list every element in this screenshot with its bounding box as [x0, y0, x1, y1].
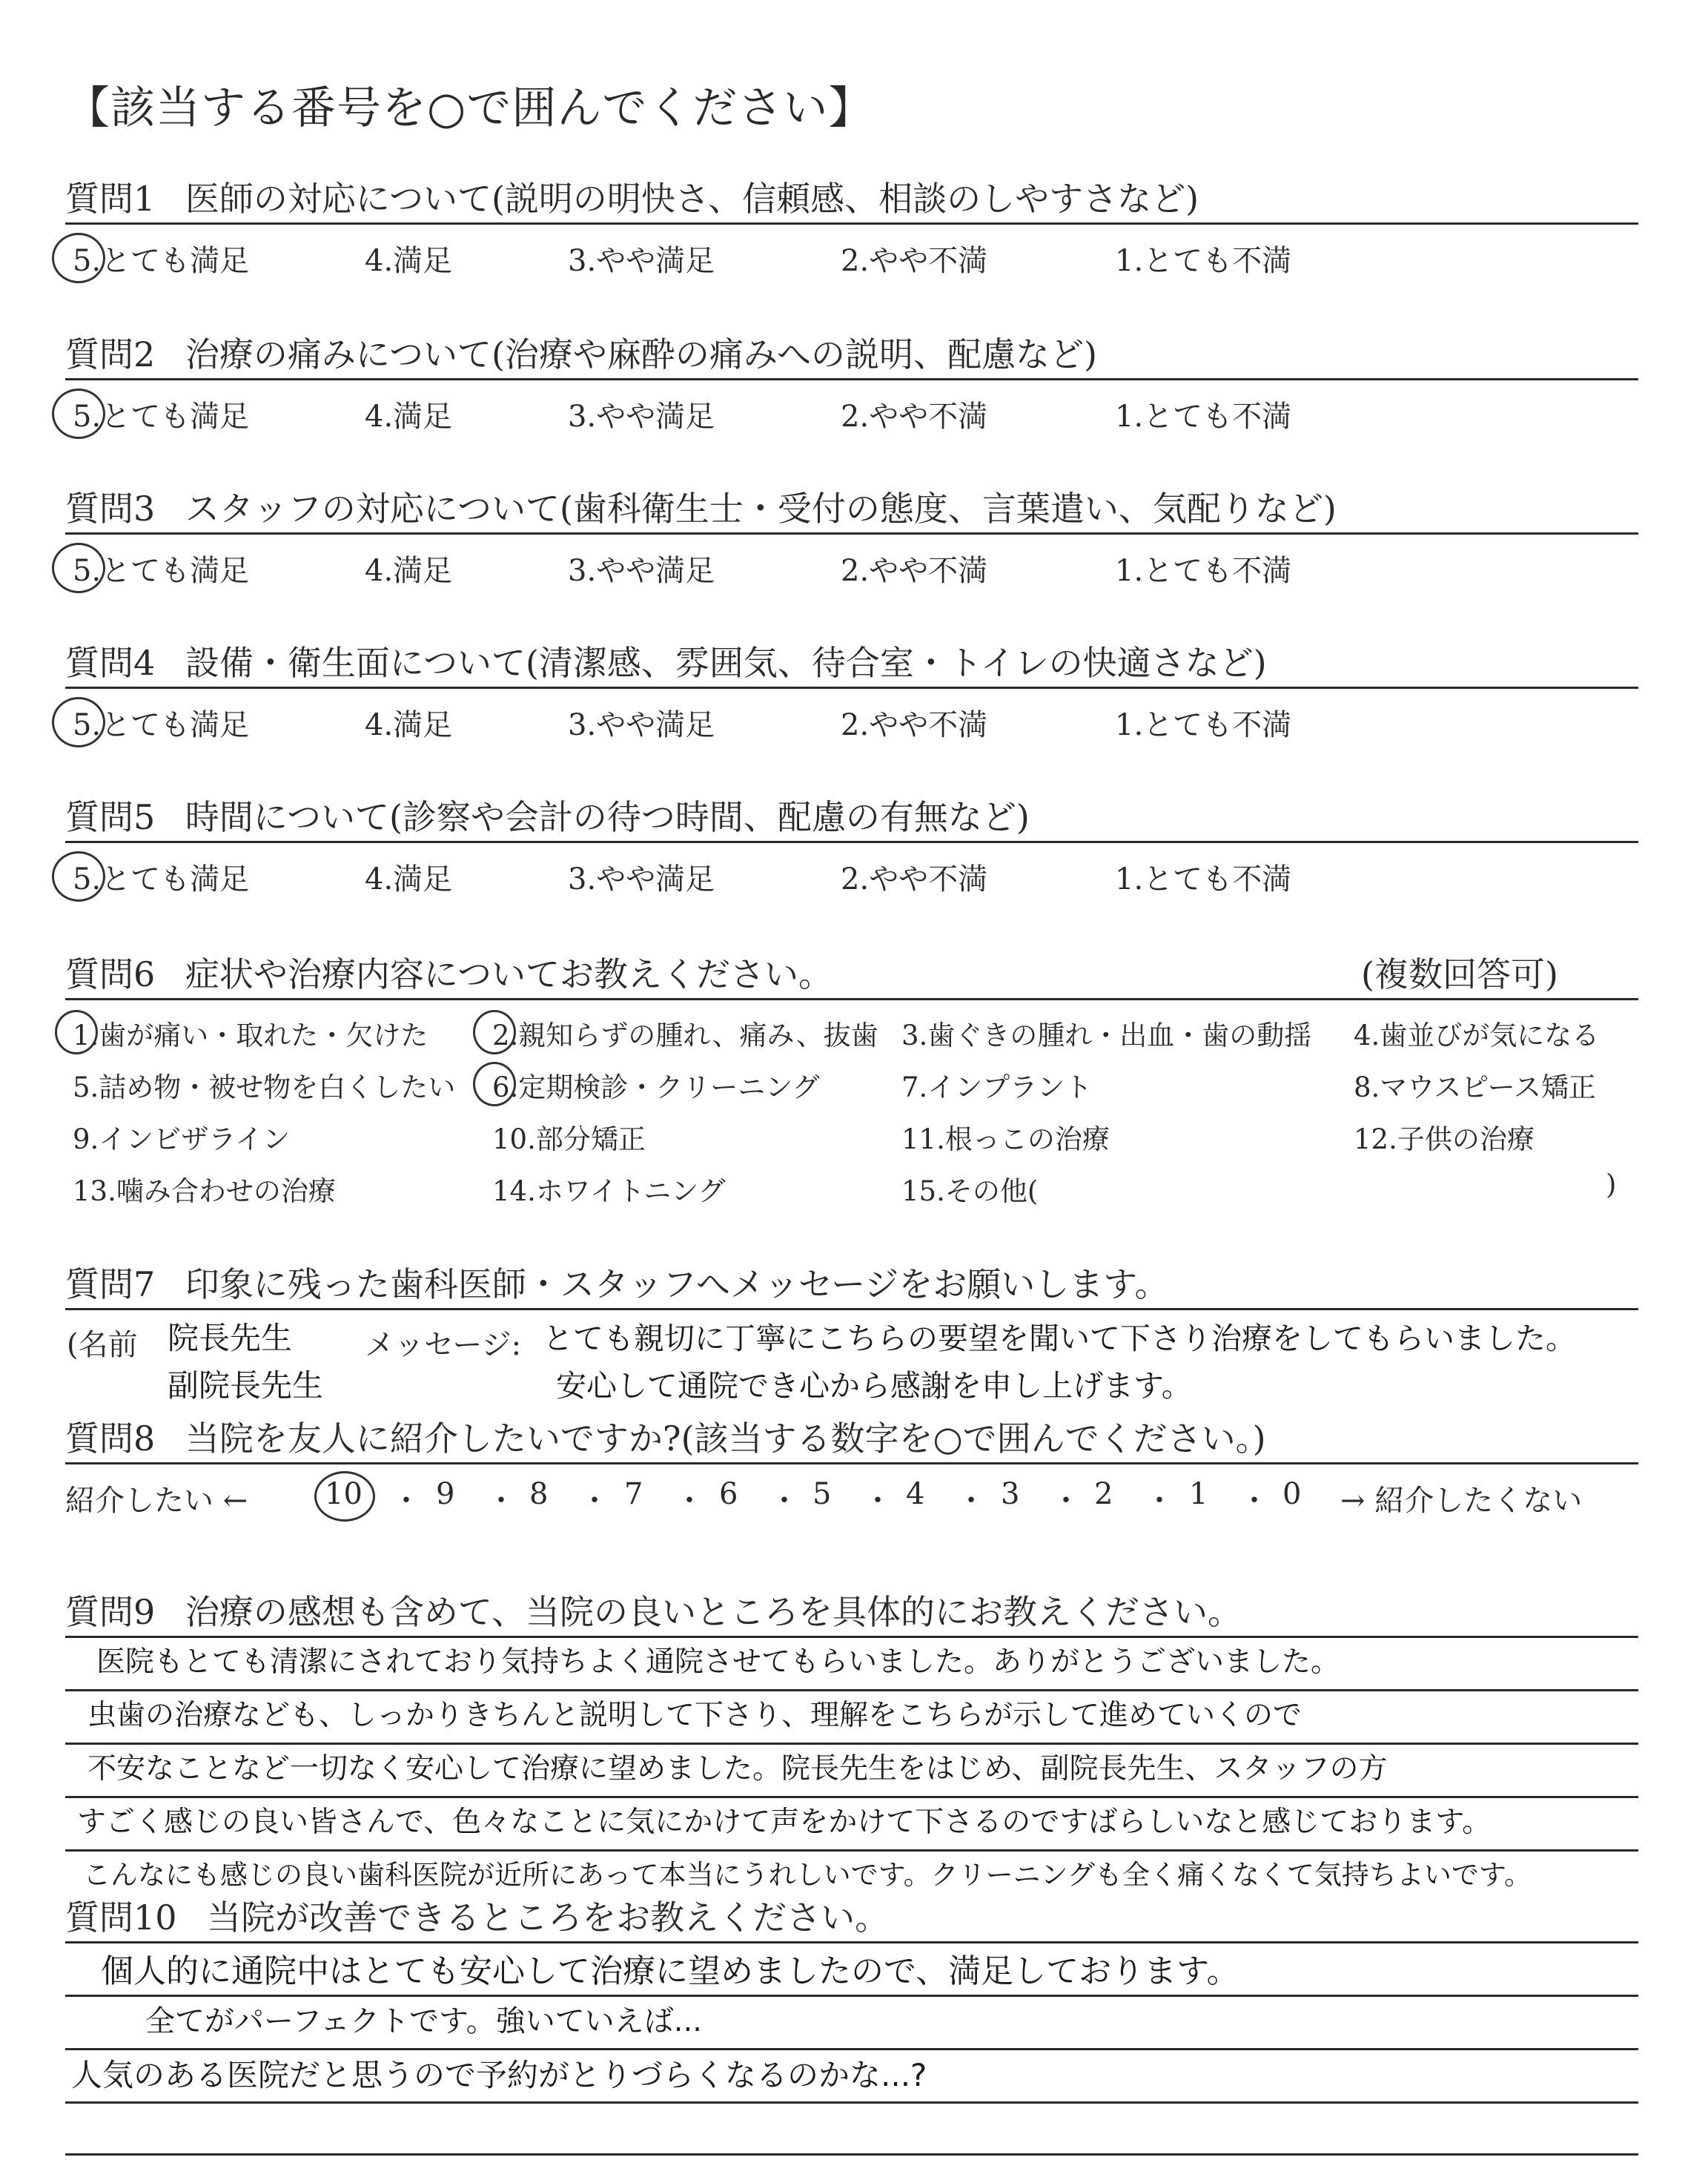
- q6-item-15-close: ): [1606, 1169, 1617, 1200]
- q8-scale-sep: ・: [863, 1484, 893, 1518]
- q5-option-4[interactable]: 4.満足: [365, 862, 453, 896]
- question-5: [65, 790, 1030, 839]
- q10-rule-3: [65, 2101, 1638, 2104]
- q2-option-5[interactable]: 5.とても満足: [73, 400, 250, 434]
- q8-scale-sep: ・: [769, 1484, 799, 1518]
- question-5-label: 質問5: [65, 797, 156, 837]
- q1-option-4[interactable]: 4.満足: [365, 244, 453, 278]
- question-6-text: 症状や治療内容についてお教えください。: [185, 954, 833, 994]
- q2-selection-circle: [52, 389, 105, 439]
- q10-rule-2: [65, 2048, 1638, 2050]
- q2-option-1[interactable]: 1.とても不満: [1115, 400, 1292, 434]
- q5-option-1[interactable]: 1.とても不満: [1115, 862, 1292, 896]
- question-1-rule: [65, 222, 1638, 225]
- question-2-text: 治療の痛みについて(治療や麻酔の痛みへの説明、配慮など): [185, 334, 1097, 374]
- q8-left-label: 紹介したい ←: [65, 1484, 248, 1518]
- q8-scale-3[interactable]: 3: [1001, 1477, 1020, 1511]
- q7-message-label: メッセージ:: [365, 1328, 522, 1362]
- q8-scale-sep: ・: [1239, 1484, 1269, 1518]
- q10-answer-line-3: 人気のある医院だと思うので予約がとりづらくなるのかな...?: [71, 2057, 927, 2093]
- q6-item-7[interactable]: 7.インプラント: [901, 1071, 1093, 1103]
- q6-item-3[interactable]: 3.歯ぐきの腫れ・出血・歯の動揺: [901, 1020, 1312, 1051]
- question-1-label: 質問1: [65, 179, 156, 219]
- q8-scale-6[interactable]: 6: [719, 1477, 738, 1511]
- q4-option-4[interactable]: 4.満足: [365, 708, 453, 742]
- q10-answer-line-2: 全てがパーフェクトです。強いていえば...: [145, 2004, 702, 2038]
- q6-item-13[interactable]: 13.噛み合わせの治療: [73, 1175, 336, 1207]
- q1-selection-circle: [52, 233, 105, 283]
- q9-answer-line-4: すごく感じの良い皆さんで、色々なことに気にかけて声をかけて下さるのですばらしいなと感じております。: [77, 1806, 1492, 1839]
- q8-selection-circle: [314, 1471, 375, 1522]
- q3-option-5[interactable]: 5.とても満足: [73, 554, 250, 588]
- q6-item-6[interactable]: 6.定期検診・クリーニング: [492, 1071, 820, 1103]
- q6-item-2[interactable]: 2.親知らずの腫れ、痛み、抜歯: [492, 1020, 878, 1051]
- q6-item-10[interactable]: 10.部分矯正: [492, 1123, 646, 1155]
- question-4: [65, 636, 1267, 685]
- q1-option-5[interactable]: 5.とても満足: [73, 244, 250, 278]
- question-6-rule: [65, 998, 1638, 1000]
- q6-selection-circle-6: [473, 1062, 516, 1106]
- q9-rule-3: [65, 1796, 1638, 1798]
- question-3-rule: [65, 532, 1638, 535]
- question-1: [65, 172, 1199, 221]
- question-10-text: 当院が改善できるところをお教えください。: [207, 1898, 890, 1938]
- q9-rule-2: [65, 1743, 1638, 1745]
- question-3: [65, 482, 1337, 531]
- q3-option-3[interactable]: 3.やや満足: [568, 554, 715, 588]
- question-10: [65, 1891, 889, 1940]
- q8-scale-9[interactable]: 9: [436, 1477, 455, 1511]
- q7-name-2: 副院長先生: [168, 1367, 324, 1404]
- q7-message-line-1: とても親切に丁寧にこちらの要望を聞いて下さり治療をしてもらいました。: [543, 1321, 1576, 1356]
- q1-option-2[interactable]: 2.やや不満: [841, 244, 988, 278]
- q8-scale-1[interactable]: 1: [1189, 1477, 1208, 1511]
- q3-option-4[interactable]: 4.満足: [365, 554, 453, 588]
- question-3-text: スタッフの対応について(歯科衛生士・受付の態度、言葉遣い、気配りなど): [185, 489, 1337, 529]
- q8-scale-4[interactable]: 4: [906, 1477, 925, 1511]
- question-8-label: 質問8: [65, 1418, 156, 1459]
- q1-option-1[interactable]: 1.とても不満: [1115, 244, 1292, 278]
- q4-option-2[interactable]: 2.やや不満: [841, 708, 988, 742]
- q6-item-1[interactable]: 1.歯が痛い・取れた・欠けた: [73, 1020, 428, 1051]
- q8-scale-sep: ・: [1051, 1484, 1081, 1518]
- q8-scale-5[interactable]: 5: [812, 1477, 832, 1511]
- q4-selection-circle: [52, 697, 105, 747]
- q7-message-line-2: 安心して通院でき心から感謝を申し上げます。: [556, 1368, 1192, 1404]
- page-title: 【該当する番号を○で囲んでください】: [65, 82, 874, 134]
- q5-option-2[interactable]: 2.やや不満: [841, 862, 988, 896]
- q3-option-1[interactable]: 1.とても不満: [1115, 554, 1292, 588]
- q8-scale-sep: ・: [956, 1484, 986, 1518]
- question-8: [65, 1412, 1266, 1461]
- question-2: [65, 328, 1097, 377]
- question-9-text: 治療の感想も含めて、当院の良いところを具体的にお教えください。: [185, 1592, 1242, 1632]
- q5-option-5[interactable]: 5.とても満足: [73, 862, 250, 896]
- q6-item-4[interactable]: 4.歯並びが気になる: [1354, 1020, 1600, 1051]
- q9-answer-line-5: こんなにも感じの良い歯科医院が近所にあって本当にうれしいです。クリーニングも全く痛くなくて気持ちよいです。: [83, 1859, 1532, 1891]
- q4-option-5[interactable]: 5.とても満足: [73, 708, 250, 742]
- question-7-text: 印象に残った歯科医師・スタッフへメッセージをお願いします。: [185, 1264, 1169, 1304]
- q9-answer-line-2: 虫歯の治療なども、しっかりきちんと説明して下さり、理解をこちらが示して進めていくので: [87, 1699, 1302, 1732]
- q6-item-14[interactable]: 14.ホワイトニング: [492, 1175, 726, 1207]
- question-2-rule: [65, 378, 1638, 380]
- q8-scale-8[interactable]: 8: [529, 1477, 549, 1511]
- q9-rule-1: [65, 1689, 1638, 1691]
- q1-option-3[interactable]: 3.やや満足: [568, 244, 715, 278]
- question-9-label: 質問9: [65, 1592, 156, 1632]
- q8-scale-sep: ・: [675, 1484, 704, 1518]
- q9-rule-4: [65, 1849, 1638, 1852]
- q8-right-label: → 紹介したくない: [1340, 1484, 1583, 1518]
- q4-option-3[interactable]: 3.やや満足: [568, 708, 715, 742]
- q8-scale-0[interactable]: 0: [1282, 1477, 1302, 1511]
- question-7-label: 質問7: [65, 1264, 156, 1304]
- question-6-label: 質問6: [65, 954, 156, 994]
- question-7: [65, 1258, 1169, 1307]
- q5-option-3[interactable]: 3.やや満足: [568, 862, 715, 896]
- question-5-text: 時間について(診察や会計の待つ時間、配慮の有無など): [185, 797, 1030, 837]
- q8-scale-2[interactable]: 2: [1094, 1477, 1113, 1511]
- q9-answer-line-1: 医院もとても清潔にされており気持ちよく通院させてもらいました。ありがとうございました。: [96, 1645, 1340, 1679]
- q10-rule-1: [65, 1995, 1638, 1997]
- q7-name-label: (名前: [67, 1328, 138, 1362]
- q10-rule-0: [65, 1941, 1638, 1943]
- q10-rule-4: [65, 2153, 1638, 2156]
- q6-item-8[interactable]: 8.マウスピース矯正: [1354, 1071, 1596, 1103]
- q8-scale-sep: ・: [1145, 1484, 1174, 1518]
- q8-scale-sep: ・: [486, 1484, 516, 1518]
- question-2-label: 質問2: [65, 334, 156, 374]
- q8-scale-sep: ・: [580, 1484, 609, 1518]
- question-1-text: 医師の対応について(説明の明快さ、信頼感、相談のしやすさなど): [185, 179, 1199, 219]
- q6-selection-circle-1: [55, 1010, 98, 1054]
- q2-option-3[interactable]: 3.やや満足: [568, 400, 715, 434]
- question-8-text: 当院を友人に紹介したいですか?(該当する数字を○で囲んでください。): [185, 1418, 1266, 1459]
- q7-name-1: 院長先生: [168, 1320, 293, 1356]
- q9-rule-0: [65, 1636, 1638, 1638]
- q8-scale-10[interactable]: 10: [325, 1477, 363, 1511]
- q8-scale-sep: ・: [391, 1484, 421, 1518]
- q6-item-5[interactable]: 5.詰め物・被せ物を白くしたい: [73, 1071, 456, 1103]
- question-4-label: 質問4: [65, 643, 156, 683]
- question-4-rule: [65, 687, 1638, 689]
- q3-selection-circle: [52, 543, 105, 593]
- question-6: [65, 948, 833, 997]
- q4-option-1[interactable]: 1.とても不満: [1115, 708, 1292, 742]
- question-6-note: (複数回答可): [1361, 954, 1558, 994]
- q2-option-4[interactable]: 4.満足: [365, 400, 453, 434]
- q6-item-15[interactable]: 15.その他(: [901, 1175, 1039, 1207]
- q10-answer-line-1: 個人的に通院中はとても安心して治療に望めましたので、満足しております。: [101, 1952, 1239, 1990]
- question-9: [65, 1585, 1242, 1634]
- q2-option-2[interactable]: 2.やや不満: [841, 400, 988, 434]
- question-5-rule: [65, 841, 1638, 843]
- q3-option-2[interactable]: 2.やや不満: [841, 554, 988, 588]
- q8-scale-7[interactable]: 7: [624, 1477, 643, 1511]
- question-4-text: 設備・衛生面について(清潔感、雰囲気、待合室・トイレの快適さなど): [185, 643, 1267, 683]
- q6-selection-circle-2: [473, 1010, 516, 1054]
- q6-item-11[interactable]: 11.根っこの治療: [901, 1123, 1110, 1155]
- question-3-label: 質問3: [65, 489, 156, 529]
- q6-item-9[interactable]: 9.インビザライン: [73, 1123, 291, 1155]
- q9-answer-line-3: 不安なことなど一切なく安心して治療に望めました。院長先生をはじめ、副院長先生、スタッフの方: [87, 1752, 1388, 1786]
- question-7-rule: [65, 1308, 1638, 1310]
- question-8-rule: [65, 1462, 1638, 1464]
- q6-item-12[interactable]: 12.子供の治療: [1354, 1123, 1535, 1155]
- question-10-label: 質問10: [65, 1898, 177, 1938]
- q5-selection-circle: [52, 851, 105, 902]
